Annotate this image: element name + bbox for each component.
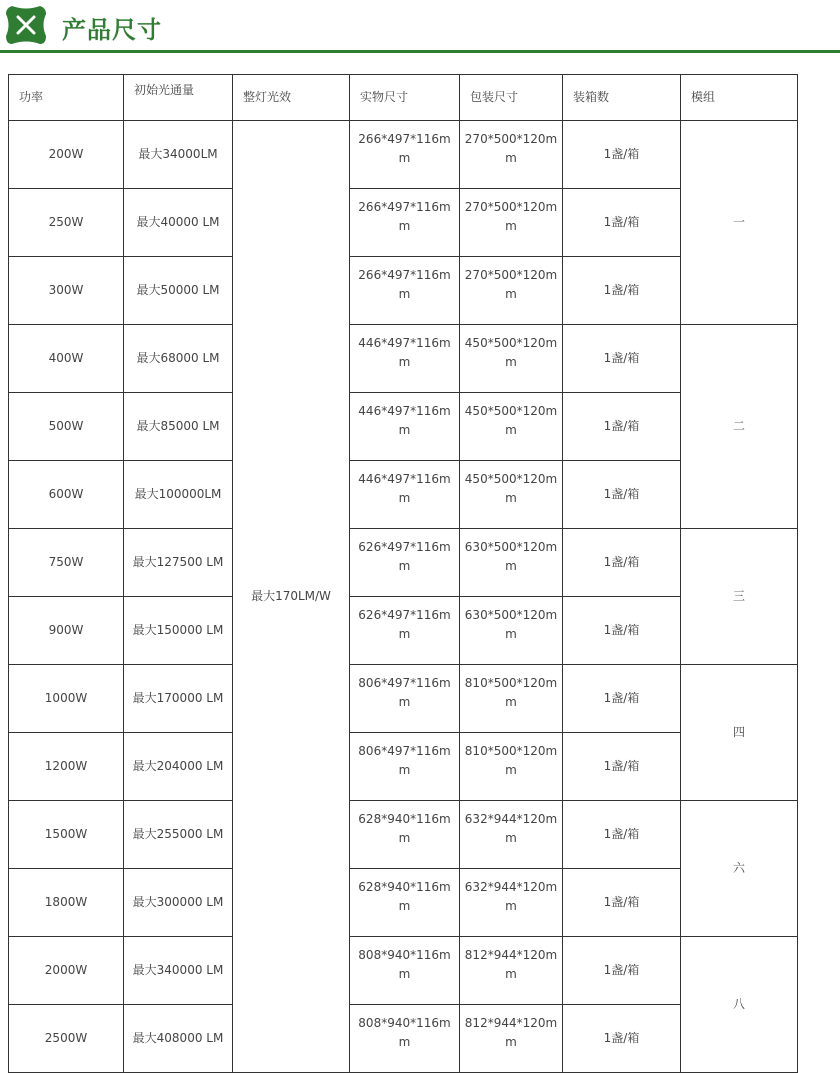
product-size-cell: 806*497*116mm — [350, 733, 460, 801]
header-package-size: 包装尺寸 — [460, 75, 563, 121]
power-cell: 300W — [9, 257, 124, 325]
power-cell: 750W — [9, 529, 124, 597]
package-size-cell: 450*500*120mm — [460, 461, 563, 529]
package-size-cell: 632*944*120mm — [460, 869, 563, 937]
product-size-cell: 628*940*116mm — [350, 801, 460, 869]
power-cell: 600W — [9, 461, 124, 529]
box-quantity-cell: 1盏/箱 — [563, 461, 681, 529]
flux-cell: 最大50000 LM — [124, 257, 233, 325]
header-initial-flux: 初始光通量 — [124, 75, 233, 121]
package-size-cell: 630*500*120mm — [460, 529, 563, 597]
flux-cell: 最大340000 LM — [124, 937, 233, 1005]
package-size-cell: 270*500*120mm — [460, 189, 563, 257]
table-row — [9, 597, 798, 665]
header-power: 功率 — [9, 75, 124, 121]
table-row — [9, 665, 798, 733]
table-row — [9, 189, 798, 257]
box-quantity-cell: 1盏/箱 — [563, 801, 681, 869]
box-quantity-cell: 1盏/箱 — [563, 393, 681, 461]
box-quantity-cell: 1盏/箱 — [563, 733, 681, 801]
flux-cell: 最大300000 LM — [124, 869, 233, 937]
package-size-cell: 810*500*120mm — [460, 733, 563, 801]
table-row — [9, 257, 798, 325]
module-cell: 四 — [681, 665, 798, 801]
module-cell: 八 — [681, 937, 798, 1073]
x-mark-icon — [4, 4, 48, 46]
box-quantity-cell: 1盏/箱 — [563, 1005, 681, 1073]
header-divider — [0, 50, 840, 53]
package-size-cell: 270*500*120mm — [460, 121, 563, 189]
package-size-cell: 812*944*120mm — [460, 1005, 563, 1073]
table-row — [9, 393, 798, 461]
power-cell: 1000W — [9, 665, 124, 733]
power-cell: 1200W — [9, 733, 124, 801]
power-cell: 2500W — [9, 1005, 124, 1073]
power-cell: 2000W — [9, 937, 124, 1005]
product-size-cell: 808*940*116mm — [350, 1005, 460, 1073]
product-size-cell: 446*497*116mm — [350, 461, 460, 529]
table-row — [9, 869, 798, 937]
flux-cell: 最大150000 LM — [124, 597, 233, 665]
flux-cell: 最大85000 LM — [124, 393, 233, 461]
module-cell: 一 — [681, 121, 798, 325]
box-quantity-cell: 1盏/箱 — [563, 869, 681, 937]
table-row — [9, 801, 798, 869]
power-cell: 500W — [9, 393, 124, 461]
product-size-cell: 266*497*116mm — [350, 257, 460, 325]
table-row — [9, 121, 798, 189]
flux-cell: 最大100000LM — [124, 461, 233, 529]
product-size-cell: 626*497*116mm — [350, 597, 460, 665]
power-cell: 400W — [9, 325, 124, 393]
package-size-cell: 450*500*120mm — [460, 325, 563, 393]
flux-cell: 最大408000 LM — [124, 1005, 233, 1073]
package-size-cell: 450*500*120mm — [460, 393, 563, 461]
efficacy-cell: 最大170LM/W — [233, 121, 350, 1073]
package-size-cell: 810*500*120mm — [460, 665, 563, 733]
power-cell: 1500W — [9, 801, 124, 869]
flux-cell: 最大34000LM — [124, 121, 233, 189]
header-module: 模组 — [681, 75, 798, 121]
power-cell: 200W — [9, 121, 124, 189]
product-size-cell: 628*940*116mm — [350, 869, 460, 937]
flux-cell: 最大170000 LM — [124, 665, 233, 733]
table-row — [9, 461, 798, 529]
header-box-quantity: 装箱数 — [563, 75, 681, 121]
box-quantity-cell: 1盏/箱 — [563, 529, 681, 597]
package-size-cell: 812*944*120mm — [460, 937, 563, 1005]
package-size-cell: 632*944*120mm — [460, 801, 563, 869]
product-size-cell: 266*497*116mm — [350, 189, 460, 257]
package-size-cell: 270*500*120mm — [460, 257, 563, 325]
flux-cell: 最大255000 LM — [124, 801, 233, 869]
flux-cell: 最大204000 LM — [124, 733, 233, 801]
page-title: 产品尺寸 — [62, 16, 162, 44]
module-cell: 二 — [681, 325, 798, 529]
table-row — [9, 1005, 798, 1073]
box-quantity-cell: 1盏/箱 — [563, 937, 681, 1005]
product-size-cell: 446*497*116mm — [350, 393, 460, 461]
table-row — [9, 937, 798, 1005]
product-size-table — [8, 74, 798, 1073]
box-quantity-cell: 1盏/箱 — [563, 121, 681, 189]
product-size-cell: 266*497*116mm — [350, 121, 460, 189]
module-cell: 六 — [681, 801, 798, 937]
flux-cell: 最大40000 LM — [124, 189, 233, 257]
module-cell: 三 — [681, 529, 798, 665]
header-product-size: 实物尺寸 — [350, 75, 460, 121]
flux-cell: 最大127500 LM — [124, 529, 233, 597]
header-efficacy: 整灯光效 — [233, 75, 350, 121]
box-quantity-cell: 1盏/箱 — [563, 189, 681, 257]
box-quantity-cell: 1盏/箱 — [563, 325, 681, 393]
product-size-cell: 806*497*116mm — [350, 665, 460, 733]
table-row — [9, 529, 798, 597]
product-size-cell: 446*497*116mm — [350, 325, 460, 393]
box-quantity-cell: 1盏/箱 — [563, 257, 681, 325]
product-size-cell: 626*497*116mm — [350, 529, 460, 597]
box-quantity-cell: 1盏/箱 — [563, 597, 681, 665]
power-cell: 900W — [9, 597, 124, 665]
section-header — [0, 0, 840, 52]
box-quantity-cell: 1盏/箱 — [563, 665, 681, 733]
product-size-cell: 808*940*116mm — [350, 937, 460, 1005]
table-row — [9, 325, 798, 393]
package-size-cell: 630*500*120mm — [460, 597, 563, 665]
table-row — [9, 733, 798, 801]
flux-cell: 最大68000 LM — [124, 325, 233, 393]
power-cell: 1800W — [9, 869, 124, 937]
power-cell: 250W — [9, 189, 124, 257]
table-header-row — [9, 75, 798, 121]
